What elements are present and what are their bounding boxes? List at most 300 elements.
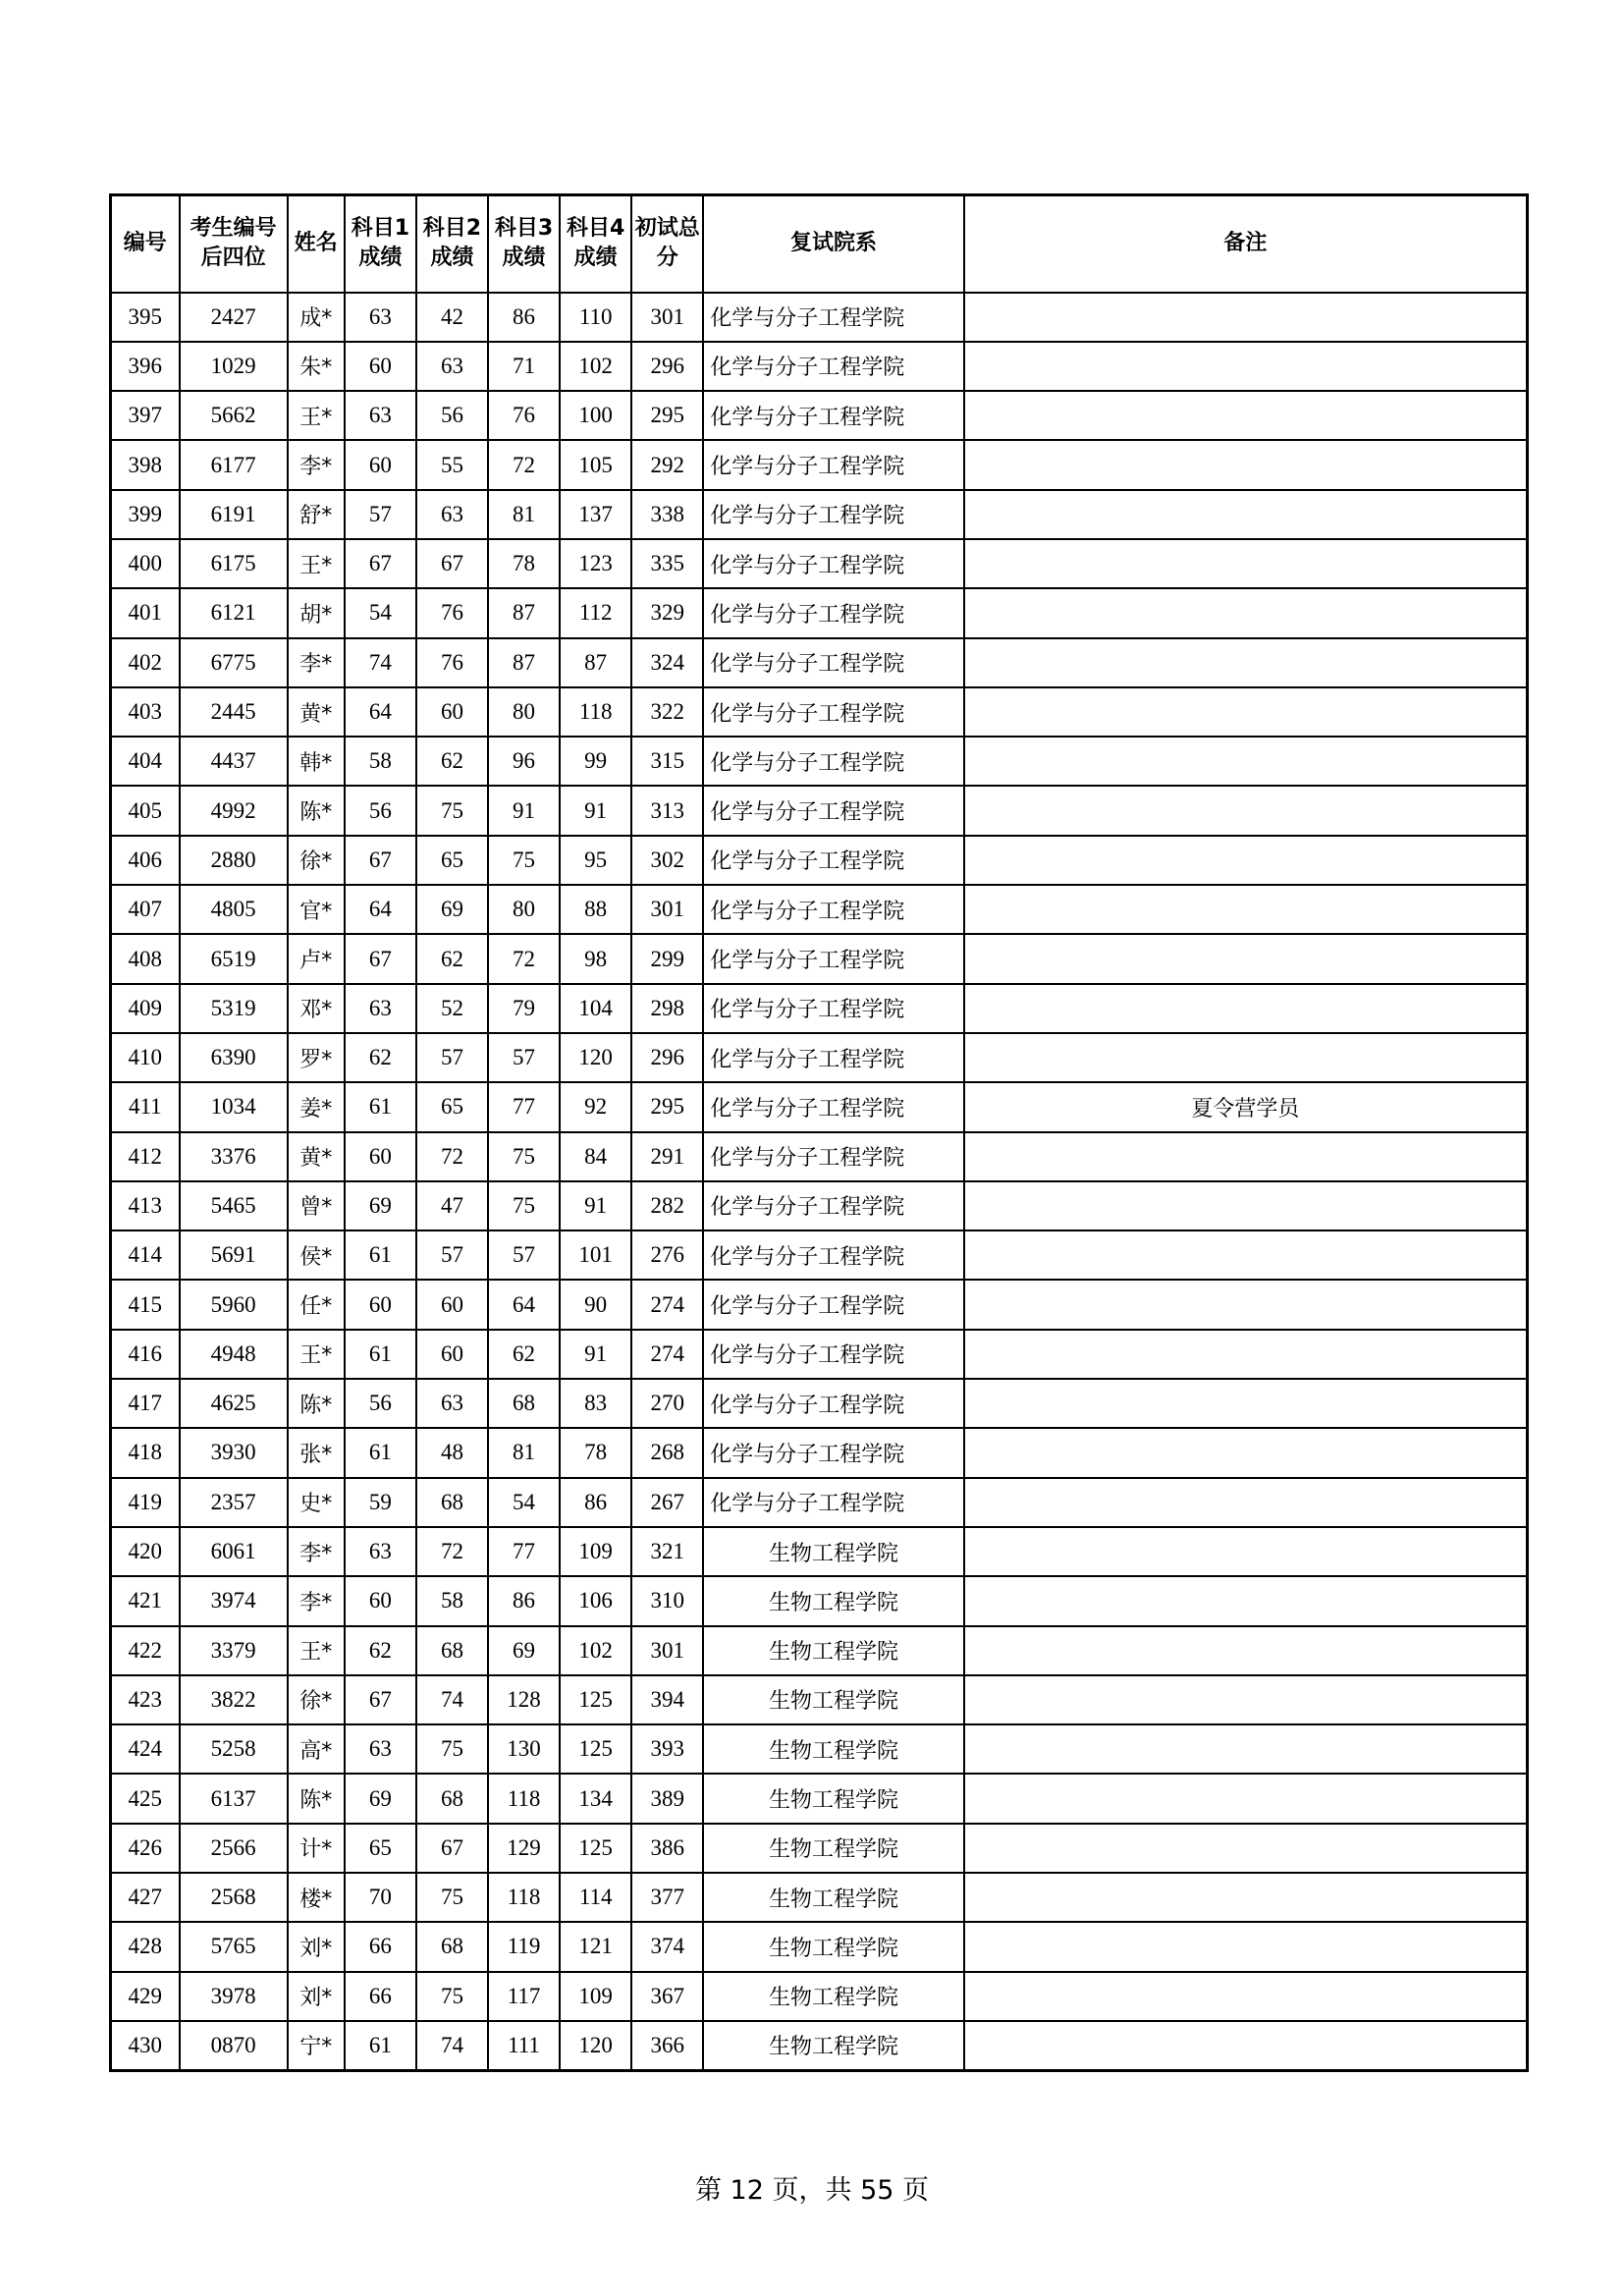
cell-subject1: 63 bbox=[345, 293, 416, 342]
cell-name: 李* bbox=[288, 1576, 345, 1625]
cell-exam-id: 4805 bbox=[180, 885, 288, 934]
cell-total: 274 bbox=[631, 1280, 703, 1329]
cell-subject3: 71 bbox=[488, 342, 560, 391]
cell-name: 黄* bbox=[288, 687, 345, 737]
cell-exam-id: 1029 bbox=[180, 342, 288, 391]
cell-name: 邓* bbox=[288, 984, 345, 1033]
cell-number: 416 bbox=[111, 1330, 180, 1379]
cell-subject4: 98 bbox=[560, 934, 631, 983]
cell-subject2: 67 bbox=[416, 539, 488, 588]
cell-exam-id: 3822 bbox=[180, 1675, 288, 1724]
table-row bbox=[111, 1330, 1528, 1379]
cell-remarks bbox=[964, 1379, 1528, 1428]
cell-number: 396 bbox=[111, 342, 180, 391]
table-row bbox=[111, 1379, 1528, 1428]
cell-subject3: 62 bbox=[488, 1330, 560, 1379]
cell-subject4: 125 bbox=[560, 1724, 631, 1774]
cell-name: 刘* bbox=[288, 1972, 345, 2021]
cell-exam-id: 6177 bbox=[180, 440, 288, 489]
cell-number: 413 bbox=[111, 1181, 180, 1230]
cell-exam-id: 6519 bbox=[180, 934, 288, 983]
cell-remarks bbox=[964, 1873, 1528, 1922]
cell-subject1: 61 bbox=[345, 1230, 416, 1280]
cell-subject3: 128 bbox=[488, 1675, 560, 1724]
cell-department: 化学与分子工程学院 bbox=[703, 1082, 963, 1131]
cell-subject4: 88 bbox=[560, 885, 631, 934]
cell-subject1: 64 bbox=[345, 885, 416, 934]
cell-subject2: 48 bbox=[416, 1428, 488, 1477]
cell-number: 407 bbox=[111, 885, 180, 934]
col-header-subject1: 科目1成绩 bbox=[345, 195, 416, 293]
cell-subject3: 96 bbox=[488, 737, 560, 786]
cell-total: 335 bbox=[631, 539, 703, 588]
cell-department: 生物工程学院 bbox=[703, 1922, 963, 1971]
cell-subject2: 56 bbox=[416, 391, 488, 440]
cell-subject1: 65 bbox=[345, 1824, 416, 1873]
cell-subject2: 74 bbox=[416, 1675, 488, 1724]
cell-subject4: 99 bbox=[560, 737, 631, 786]
table-row bbox=[111, 1724, 1528, 1774]
cell-department: 化学与分子工程学院 bbox=[703, 1379, 963, 1428]
cell-exam-id: 5319 bbox=[180, 984, 288, 1033]
cell-subject2: 67 bbox=[416, 1824, 488, 1873]
cell-remarks bbox=[964, 638, 1528, 687]
cell-subject4: 114 bbox=[560, 1873, 631, 1922]
cell-exam-id: 2566 bbox=[180, 1824, 288, 1873]
cell-department: 生物工程学院 bbox=[703, 1527, 963, 1576]
cell-number: 417 bbox=[111, 1379, 180, 1428]
cell-name: 姜* bbox=[288, 1082, 345, 1131]
cell-exam-id: 5258 bbox=[180, 1724, 288, 1774]
cell-exam-id: 2568 bbox=[180, 1873, 288, 1922]
page-footer: 第 12 页，共 55 页 bbox=[694, 2175, 930, 2206]
cell-remarks bbox=[964, 786, 1528, 835]
table-row bbox=[111, 1626, 1528, 1675]
cell-remarks bbox=[964, 490, 1528, 539]
cell-subject2: 72 bbox=[416, 1132, 488, 1181]
cell-total: 324 bbox=[631, 638, 703, 687]
cell-remarks bbox=[964, 539, 1528, 588]
cell-total: 329 bbox=[631, 588, 703, 637]
cell-subject2: 76 bbox=[416, 638, 488, 687]
cell-total: 292 bbox=[631, 440, 703, 489]
cell-total: 295 bbox=[631, 1082, 703, 1131]
cell-subject3: 54 bbox=[488, 1478, 560, 1527]
cell-number: 408 bbox=[111, 934, 180, 983]
table-row bbox=[111, 1675, 1528, 1724]
cell-number: 403 bbox=[111, 687, 180, 737]
cell-subject3: 119 bbox=[488, 1922, 560, 1971]
table-row bbox=[111, 737, 1528, 786]
cell-subject3: 86 bbox=[488, 293, 560, 342]
cell-name: 任* bbox=[288, 1280, 345, 1329]
cell-subject3: 72 bbox=[488, 440, 560, 489]
cell-department: 生物工程学院 bbox=[703, 1873, 963, 1922]
cell-total: 310 bbox=[631, 1576, 703, 1625]
cell-exam-id: 5662 bbox=[180, 391, 288, 440]
cell-subject4: 100 bbox=[560, 391, 631, 440]
cell-total: 366 bbox=[631, 2021, 703, 2070]
cell-subject2: 68 bbox=[416, 1774, 488, 1823]
cell-subject1: 56 bbox=[345, 1379, 416, 1428]
cell-department: 化学与分子工程学院 bbox=[703, 1181, 963, 1230]
cell-subject2: 58 bbox=[416, 1576, 488, 1625]
cell-subject4: 95 bbox=[560, 836, 631, 885]
table-row bbox=[111, 1922, 1528, 1971]
cell-subject4: 84 bbox=[560, 1132, 631, 1181]
cell-total: 276 bbox=[631, 1230, 703, 1280]
cell-department: 化学与分子工程学院 bbox=[703, 737, 963, 786]
cell-name: 徐* bbox=[288, 836, 345, 885]
cell-department: 化学与分子工程学院 bbox=[703, 588, 963, 637]
cell-name: 成* bbox=[288, 293, 345, 342]
cell-subject3: 111 bbox=[488, 2021, 560, 2070]
cell-subject1: 54 bbox=[345, 588, 416, 637]
cell-remarks bbox=[964, 1576, 1528, 1625]
cell-remarks bbox=[964, 687, 1528, 737]
cell-subject4: 105 bbox=[560, 440, 631, 489]
cell-exam-id: 2445 bbox=[180, 687, 288, 737]
cell-department: 化学与分子工程学院 bbox=[703, 786, 963, 835]
cell-name: 陈* bbox=[288, 786, 345, 835]
cell-exam-id: 6121 bbox=[180, 588, 288, 637]
cell-number: 427 bbox=[111, 1873, 180, 1922]
cell-subject2: 68 bbox=[416, 1626, 488, 1675]
cell-subject4: 102 bbox=[560, 342, 631, 391]
cell-subject1: 63 bbox=[345, 391, 416, 440]
cell-department: 化学与分子工程学院 bbox=[703, 638, 963, 687]
table-row bbox=[111, 1181, 1528, 1230]
cell-exam-id: 5465 bbox=[180, 1181, 288, 1230]
cell-remarks bbox=[964, 342, 1528, 391]
cell-total: 338 bbox=[631, 490, 703, 539]
cell-subject1: 56 bbox=[345, 786, 416, 835]
cell-exam-id: 6191 bbox=[180, 490, 288, 539]
cell-subject3: 79 bbox=[488, 984, 560, 1033]
cell-subject1: 60 bbox=[345, 1132, 416, 1181]
cell-name: 张* bbox=[288, 1428, 345, 1477]
cell-department: 生物工程学院 bbox=[703, 1824, 963, 1873]
cell-name: 王* bbox=[288, 1330, 345, 1379]
cell-name: 计* bbox=[288, 1824, 345, 1873]
cell-remarks bbox=[964, 1824, 1528, 1873]
cell-remarks bbox=[964, 1626, 1528, 1675]
cell-subject1: 57 bbox=[345, 490, 416, 539]
cell-subject3: 76 bbox=[488, 391, 560, 440]
cell-subject4: 101 bbox=[560, 1230, 631, 1280]
cell-department: 生物工程学院 bbox=[703, 1675, 963, 1724]
cell-number: 410 bbox=[111, 1033, 180, 1082]
cell-subject4: 120 bbox=[560, 1033, 631, 1082]
cell-exam-id: 4625 bbox=[180, 1379, 288, 1428]
cell-subject3: 87 bbox=[488, 638, 560, 687]
cell-department: 生物工程学院 bbox=[703, 2021, 963, 2070]
cell-number: 424 bbox=[111, 1724, 180, 1774]
cell-subject3: 72 bbox=[488, 934, 560, 983]
cell-department: 化学与分子工程学院 bbox=[703, 293, 963, 342]
cell-remarks bbox=[964, 1280, 1528, 1329]
cell-subject2: 75 bbox=[416, 786, 488, 835]
cell-subject3: 57 bbox=[488, 1033, 560, 1082]
cell-number: 422 bbox=[111, 1626, 180, 1675]
table-row bbox=[111, 1527, 1528, 1576]
cell-subject2: 47 bbox=[416, 1181, 488, 1230]
cell-exam-id: 3379 bbox=[180, 1626, 288, 1675]
cell-number: 428 bbox=[111, 1922, 180, 1971]
cell-number: 420 bbox=[111, 1527, 180, 1576]
cell-exam-id: 6775 bbox=[180, 638, 288, 687]
cell-subject4: 109 bbox=[560, 1527, 631, 1576]
cell-total: 377 bbox=[631, 1873, 703, 1922]
cell-name: 徐* bbox=[288, 1675, 345, 1724]
cell-subject3: 75 bbox=[488, 1132, 560, 1181]
cell-remarks bbox=[964, 934, 1528, 983]
cell-department: 化学与分子工程学院 bbox=[703, 1230, 963, 1280]
cell-exam-id: 5765 bbox=[180, 1922, 288, 1971]
cell-subject4: 137 bbox=[560, 490, 631, 539]
cell-name: 楼* bbox=[288, 1873, 345, 1922]
col-header-subject3: 科目3成绩 bbox=[488, 195, 560, 293]
cell-total: 321 bbox=[631, 1527, 703, 1576]
cell-exam-id: 3978 bbox=[180, 1972, 288, 2021]
cell-subject3: 91 bbox=[488, 786, 560, 835]
cell-name: 李* bbox=[288, 440, 345, 489]
cell-subject2: 60 bbox=[416, 1280, 488, 1329]
cell-department: 化学与分子工程学院 bbox=[703, 1478, 963, 1527]
cell-subject1: 60 bbox=[345, 1280, 416, 1329]
cell-name: 宁* bbox=[288, 2021, 345, 2070]
cell-name: 王* bbox=[288, 391, 345, 440]
cell-subject1: 61 bbox=[345, 1330, 416, 1379]
cell-subject2: 76 bbox=[416, 588, 488, 637]
cell-exam-id: 2357 bbox=[180, 1478, 288, 1527]
cell-total: 270 bbox=[631, 1379, 703, 1428]
cell-remarks bbox=[964, 1033, 1528, 1082]
cell-subject1: 62 bbox=[345, 1033, 416, 1082]
cell-subject4: 121 bbox=[560, 1922, 631, 1971]
cell-subject2: 75 bbox=[416, 1724, 488, 1774]
cell-name: 官* bbox=[288, 885, 345, 934]
cell-remarks bbox=[964, 391, 1528, 440]
table-row bbox=[111, 293, 1528, 342]
cell-subject4: 104 bbox=[560, 984, 631, 1033]
cell-subject4: 125 bbox=[560, 1824, 631, 1873]
cell-department: 化学与分子工程学院 bbox=[703, 1330, 963, 1379]
cell-exam-id: 6390 bbox=[180, 1033, 288, 1082]
cell-number: 418 bbox=[111, 1428, 180, 1477]
cell-subject1: 58 bbox=[345, 737, 416, 786]
table-row bbox=[111, 934, 1528, 983]
table-row bbox=[111, 1280, 1528, 1329]
cell-number: 399 bbox=[111, 490, 180, 539]
cell-subject4: 86 bbox=[560, 1478, 631, 1527]
cell-department: 生物工程学院 bbox=[703, 1774, 963, 1823]
cell-number: 401 bbox=[111, 588, 180, 637]
cell-exam-id: 4948 bbox=[180, 1330, 288, 1379]
cell-subject4: 123 bbox=[560, 539, 631, 588]
cell-subject4: 125 bbox=[560, 1675, 631, 1724]
cell-subject1: 61 bbox=[345, 2021, 416, 2070]
cell-subject1: 60 bbox=[345, 440, 416, 489]
cell-total: 295 bbox=[631, 391, 703, 440]
table-row bbox=[111, 342, 1528, 391]
cell-remarks bbox=[964, 1774, 1528, 1823]
cell-exam-id: 3930 bbox=[180, 1428, 288, 1477]
cell-total: 274 bbox=[631, 1330, 703, 1379]
cell-total: 386 bbox=[631, 1824, 703, 1873]
table-row bbox=[111, 1230, 1528, 1280]
cell-subject2: 65 bbox=[416, 836, 488, 885]
cell-subject1: 63 bbox=[345, 984, 416, 1033]
cell-total: 301 bbox=[631, 293, 703, 342]
cell-total: 301 bbox=[631, 1626, 703, 1675]
table-row bbox=[111, 440, 1528, 489]
col-header-subject2: 科目2成绩 bbox=[416, 195, 488, 293]
cell-remarks bbox=[964, 1330, 1528, 1379]
cell-subject3: 80 bbox=[488, 885, 560, 934]
cell-subject2: 68 bbox=[416, 1478, 488, 1527]
cell-subject2: 55 bbox=[416, 440, 488, 489]
cell-number: 411 bbox=[111, 1082, 180, 1131]
cell-remarks bbox=[964, 2021, 1528, 2070]
cell-department: 化学与分子工程学院 bbox=[703, 1132, 963, 1181]
cell-subject2: 72 bbox=[416, 1527, 488, 1576]
cell-number: 415 bbox=[111, 1280, 180, 1329]
cell-exam-id: 2427 bbox=[180, 293, 288, 342]
cell-department: 化学与分子工程学院 bbox=[703, 539, 963, 588]
cell-exam-id: 0870 bbox=[180, 2021, 288, 2070]
table-row bbox=[111, 1972, 1528, 2021]
cell-subject4: 92 bbox=[560, 1082, 631, 1131]
cell-subject4: 83 bbox=[560, 1379, 631, 1428]
cell-subject1: 66 bbox=[345, 1922, 416, 1971]
cell-number: 423 bbox=[111, 1675, 180, 1724]
table-row bbox=[111, 638, 1528, 687]
cell-subject3: 118 bbox=[488, 1873, 560, 1922]
cell-department: 化学与分子工程学院 bbox=[703, 1428, 963, 1477]
cell-department: 化学与分子工程学院 bbox=[703, 1280, 963, 1329]
cell-subject3: 86 bbox=[488, 1576, 560, 1625]
cell-subject3: 87 bbox=[488, 588, 560, 637]
cell-name: 王* bbox=[288, 1626, 345, 1675]
cell-total: 268 bbox=[631, 1428, 703, 1477]
cell-number: 404 bbox=[111, 737, 180, 786]
cell-number: 419 bbox=[111, 1478, 180, 1527]
cell-exam-id: 6175 bbox=[180, 539, 288, 588]
cell-subject3: 77 bbox=[488, 1527, 560, 1576]
cell-subject2: 62 bbox=[416, 737, 488, 786]
cell-subject1: 60 bbox=[345, 342, 416, 391]
table-row bbox=[111, 490, 1528, 539]
cell-subject1: 63 bbox=[345, 1527, 416, 1576]
cell-subject3: 81 bbox=[488, 490, 560, 539]
cell-subject4: 120 bbox=[560, 2021, 631, 2070]
cell-exam-id: 1034 bbox=[180, 1082, 288, 1131]
cell-total: 389 bbox=[631, 1774, 703, 1823]
cell-subject2: 75 bbox=[416, 1873, 488, 1922]
cell-total: 313 bbox=[631, 786, 703, 835]
cell-remarks bbox=[964, 1724, 1528, 1774]
cell-total: 322 bbox=[631, 687, 703, 737]
cell-number: 409 bbox=[111, 984, 180, 1033]
table-row bbox=[111, 1576, 1528, 1625]
cell-subject2: 62 bbox=[416, 934, 488, 983]
cell-name: 侯* bbox=[288, 1230, 345, 1280]
cell-subject4: 78 bbox=[560, 1428, 631, 1477]
cell-subject4: 91 bbox=[560, 1181, 631, 1230]
cell-subject2: 74 bbox=[416, 2021, 488, 2070]
cell-subject1: 59 bbox=[345, 1478, 416, 1527]
table-row bbox=[111, 1824, 1528, 1873]
cell-name: 李* bbox=[288, 638, 345, 687]
cell-exam-id: 6137 bbox=[180, 1774, 288, 1823]
cell-total: 282 bbox=[631, 1181, 703, 1230]
cell-subject1: 67 bbox=[345, 934, 416, 983]
cell-total: 367 bbox=[631, 1972, 703, 2021]
table-row bbox=[111, 2021, 1528, 2070]
cell-number: 426 bbox=[111, 1824, 180, 1873]
cell-total: 301 bbox=[631, 885, 703, 934]
cell-subject3: 81 bbox=[488, 1428, 560, 1477]
table-row bbox=[111, 984, 1528, 1033]
cell-subject1: 63 bbox=[345, 1724, 416, 1774]
cell-subject1: 67 bbox=[345, 836, 416, 885]
cell-department: 生物工程学院 bbox=[703, 1576, 963, 1625]
cell-remarks bbox=[964, 1230, 1528, 1280]
cell-department: 生物工程学院 bbox=[703, 1724, 963, 1774]
cell-subject4: 87 bbox=[560, 638, 631, 687]
cell-total: 302 bbox=[631, 836, 703, 885]
cell-name: 韩* bbox=[288, 737, 345, 786]
cell-total: 394 bbox=[631, 1675, 703, 1724]
cell-subject1: 74 bbox=[345, 638, 416, 687]
cell-total: 299 bbox=[631, 934, 703, 983]
cell-department: 生物工程学院 bbox=[703, 1626, 963, 1675]
cell-number: 412 bbox=[111, 1132, 180, 1181]
cell-department: 化学与分子工程学院 bbox=[703, 342, 963, 391]
cell-exam-id: 3376 bbox=[180, 1132, 288, 1181]
cell-name: 卢* bbox=[288, 934, 345, 983]
cell-subject3: 57 bbox=[488, 1230, 560, 1280]
cell-department: 生物工程学院 bbox=[703, 1972, 963, 2021]
cell-department: 化学与分子工程学院 bbox=[703, 934, 963, 983]
cell-subject2: 65 bbox=[416, 1082, 488, 1131]
cell-subject4: 90 bbox=[560, 1280, 631, 1329]
cell-name: 陈* bbox=[288, 1379, 345, 1428]
cell-subject2: 42 bbox=[416, 293, 488, 342]
cell-name: 朱* bbox=[288, 342, 345, 391]
col-header-remarks: 备注 bbox=[964, 195, 1528, 293]
col-header-name: 姓名 bbox=[288, 195, 345, 293]
cell-subject1: 60 bbox=[345, 1576, 416, 1625]
cell-subject4: 109 bbox=[560, 1972, 631, 2021]
cell-name: 高* bbox=[288, 1724, 345, 1774]
cell-total: 291 bbox=[631, 1132, 703, 1181]
cell-number: 406 bbox=[111, 836, 180, 885]
col-header-total: 初试总分 bbox=[631, 195, 703, 293]
cell-number: 402 bbox=[111, 638, 180, 687]
cell-subject3: 64 bbox=[488, 1280, 560, 1329]
col-header-number: 编号 bbox=[111, 195, 180, 293]
cell-total: 267 bbox=[631, 1478, 703, 1527]
cell-total: 296 bbox=[631, 342, 703, 391]
table-row bbox=[111, 1873, 1528, 1922]
cell-total: 315 bbox=[631, 737, 703, 786]
cell-number: 397 bbox=[111, 391, 180, 440]
cell-subject2: 75 bbox=[416, 1972, 488, 2021]
cell-exam-id: 3974 bbox=[180, 1576, 288, 1625]
cell-name: 曾* bbox=[288, 1181, 345, 1230]
